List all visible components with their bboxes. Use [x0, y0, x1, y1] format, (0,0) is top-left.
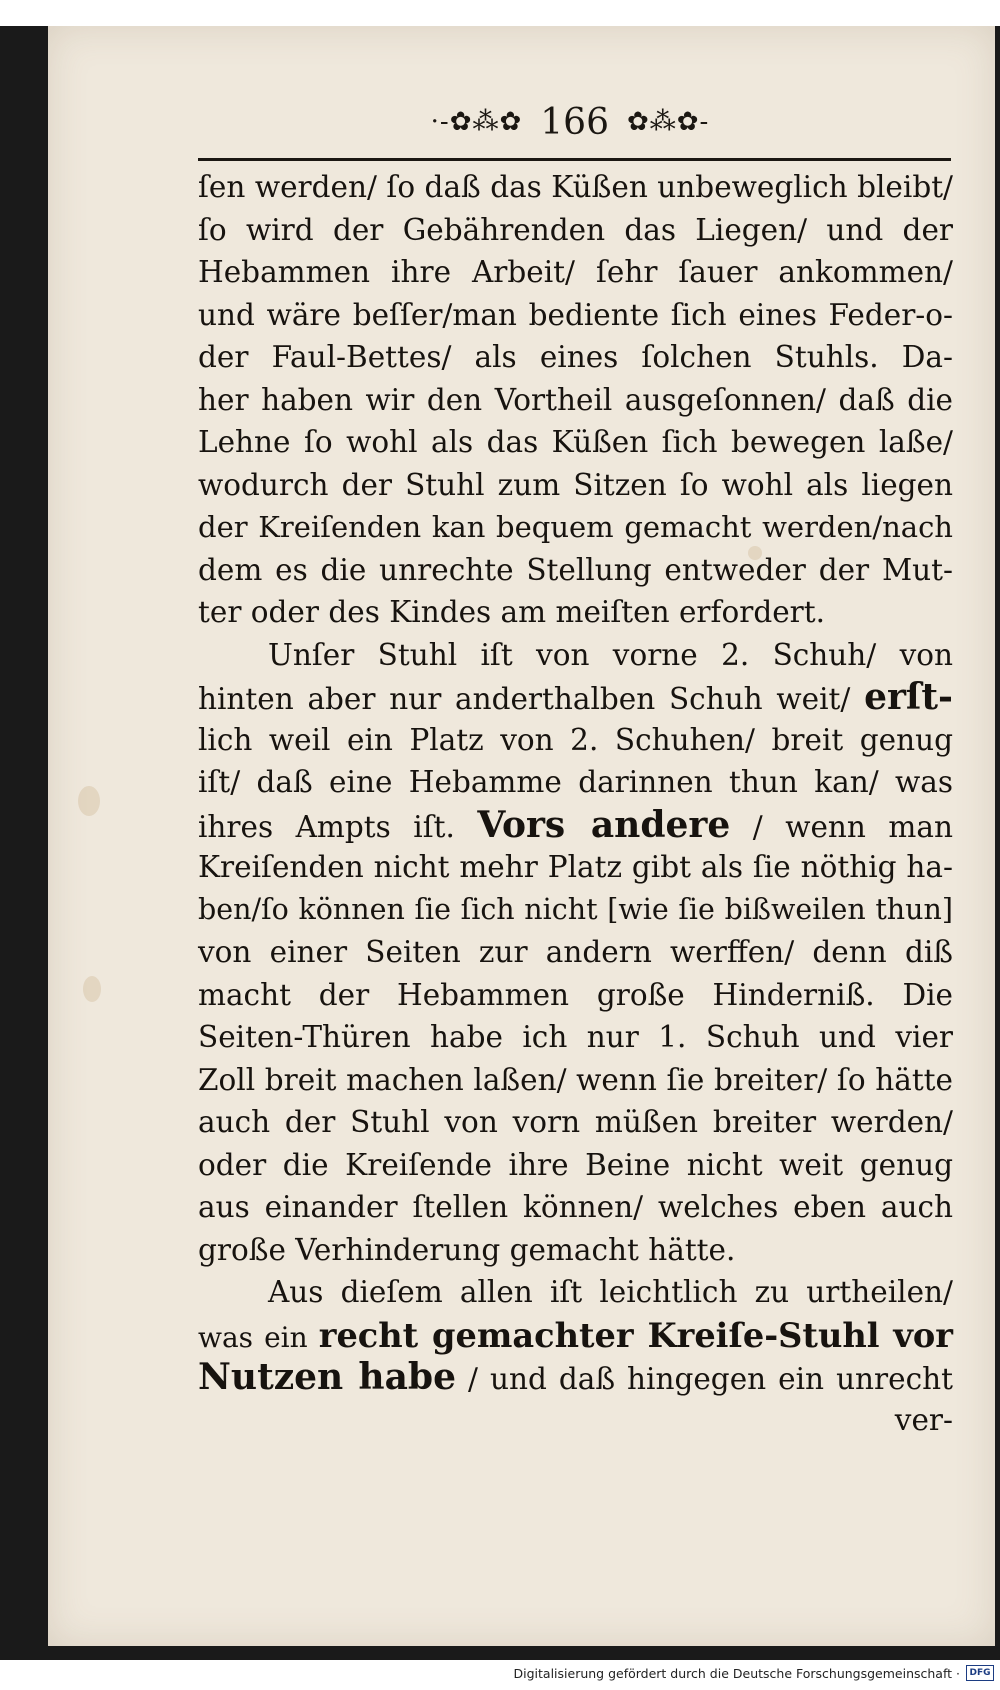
- text-line: [198, 676, 953, 719]
- emphasis-recht: recht gemachter Kreiſe-Stuhl vor: [318, 1314, 953, 1355]
- paper-stain: [83, 976, 101, 1002]
- text-line: iſt/ daß eine Hebamme darinnen thun kan/ was: [198, 765, 953, 799]
- catchword: ver-: [894, 1402, 953, 1437]
- page-header: [395, 98, 745, 146]
- text-line: auch der Stuhl von vorn müßen breiter werden/: [198, 1105, 953, 1139]
- text-line: oder die Kreiſende ihre Beine nicht weit genug: [198, 1147, 953, 1182]
- text-line: Zoll breit machen laßen/ wenn ſie breiter/ ſo hätte: [198, 1062, 953, 1097]
- text-line: dem es die unrechte Stellung entweder der Mut-: [198, 552, 953, 587]
- text-line: macht der Hebammen große Hinderniß. Die: [198, 977, 953, 1012]
- dfg-logo: DFG: [966, 1665, 994, 1681]
- text-line: und wäre beſſer/man bediente ſich eines Feder-o-: [198, 297, 953, 332]
- text-span: / und daß hingegen ein unrecht: [468, 1362, 953, 1396]
- text-span: hinten aber nur anderthalben Schuh weit/: [198, 682, 851, 716]
- header-rule: [198, 158, 951, 161]
- text-line: Aus dieſem allen iſt leichtlich zu urtheilen/: [268, 1275, 953, 1309]
- text-line: [198, 719, 953, 762]
- text-line: [198, 804, 953, 847]
- text-line: von einer Seiten zur andern werffen/ denn diß: [198, 935, 953, 969]
- scan-border-top: [0, 0, 1000, 26]
- ornament-left-icon: ·-✿⁂✿: [430, 107, 523, 137]
- text-line: ſen werden/ ſo daß das Küßen unbeweglich bleibt/: [198, 170, 953, 204]
- text-span: lich weil ein Platz von 2. Schuhen/ breit genug: [198, 722, 953, 757]
- emphasis-nutzen: Nutzen habe: [198, 1356, 456, 1398]
- text-line: [198, 1314, 953, 1357]
- text-span: ihres Ampts iſt.: [198, 809, 455, 844]
- footer-credit: Digitalisierung gefördert durch die Deutsche Forschungsgemeinschaft ·: [513, 1666, 960, 1681]
- text-line: [198, 1356, 953, 1399]
- emphasis-vors-andere: Vors andere: [477, 803, 731, 846]
- emphasis-erst: erſt-: [864, 676, 953, 718]
- text-line: aus einander ſtellen können/ welches eben auch: [198, 1190, 953, 1224]
- text-line: ter oder des Kindes am meiſten erfordert.: [198, 595, 825, 629]
- text-line: Seiten-Thüren habe ich nur 1. Schuh und vier: [198, 1020, 953, 1054]
- digitization-footer: [0, 1660, 1000, 1690]
- text-line: große Verhinderung gemacht hätte.: [198, 1232, 736, 1267]
- text-span: / wenn man: [752, 809, 953, 844]
- page-number: 166: [540, 101, 609, 143]
- text-span: was ein: [198, 1320, 308, 1354]
- ornament-right-icon: ✿⁂✿-: [626, 107, 710, 137]
- text-line: Kreiſenden nicht mehr Platz gibt als ſie nöthig ha-: [198, 850, 953, 884]
- text-line: Hebammen ihre Arbeit/ ſehr ſauer ankommen/: [198, 255, 953, 289]
- text-line: der Kreiſenden kan bequem gemacht werden/nach: [198, 510, 953, 544]
- text-line: ſo wird der Gebährenden das Liegen/ und der: [198, 212, 953, 247]
- body-text: [198, 166, 953, 1441]
- text-line: Unſer Stuhl iſt von vorne 2. Schuh/ von: [268, 637, 953, 672]
- text-line: wodurch der Stuhl zum Sitzen ſo wohl als liegen: [198, 467, 953, 502]
- text-line: her haben wir den Vortheil ausgeſonnen/ daß die: [198, 382, 953, 417]
- text-line: ben/ſo können ſie ſich nicht [wie ſie bißweilen thun]: [198, 892, 953, 926]
- text-line: der Faul-Bettes/ als eines ſolchen Stuhls. Da-: [198, 340, 953, 374]
- text-line: Lehne ſo wohl als das Küßen ſich bewegen laße/: [198, 425, 953, 459]
- paper-stain: [78, 786, 100, 816]
